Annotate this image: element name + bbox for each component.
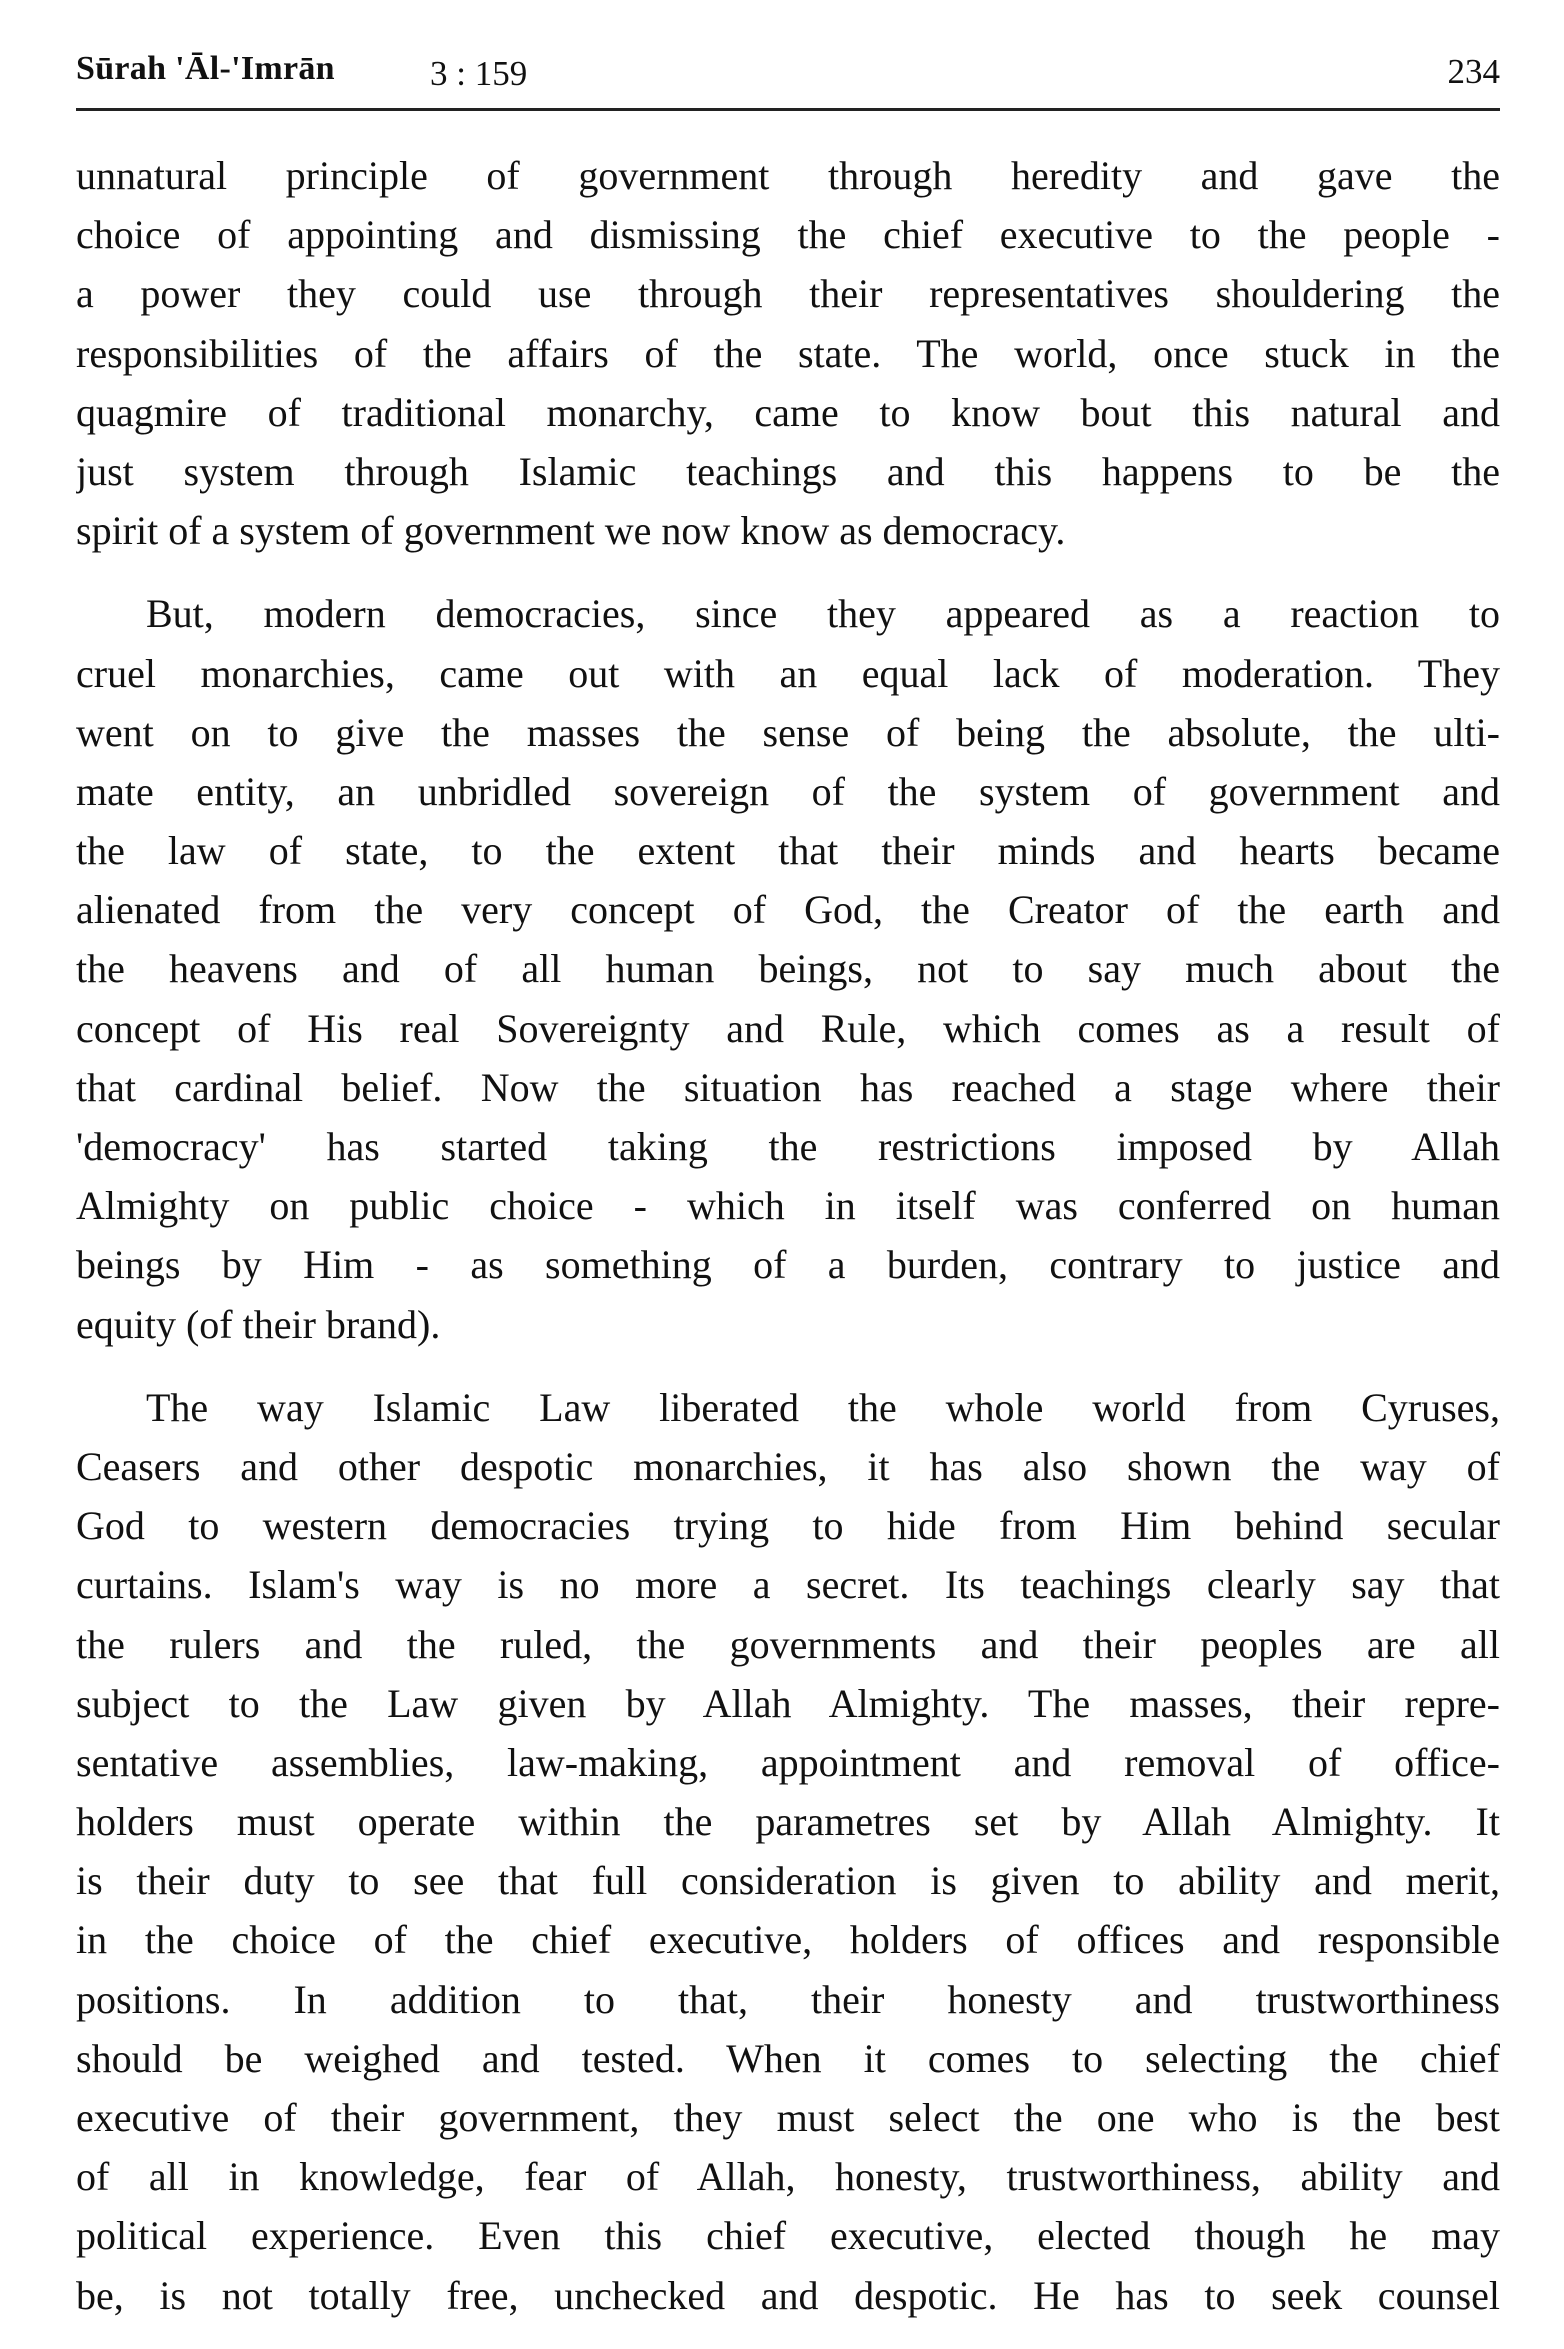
text-line: in the choice of the chief executive, holders of offices and responsible [76,1917,1500,1963]
text-line: curtains. Islam's way is no more a secret. Its teachings clearly say that [76,1562,1500,1608]
text-line: the law of state, to the extent that their minds and hearts became [76,828,1500,874]
text-line: responsibilities of the affairs of the state. The world, once stuck in the [76,330,1500,376]
text-line: Almighty on public choice - which in itself was conferred on human [76,1183,1500,1229]
text-line: positions. In addition to that, their honesty and trustworthiness [76,1976,1500,2022]
text-line: quagmire of traditional monarchy, came to know bout this natural and [76,389,1500,435]
text-line: God to western democracies trying to hide from Him behind secular [76,1503,1500,1549]
text-line: The way Islamic Law liberated the whole world from Cyruses, [146,1384,1500,1430]
text-line: went on to give the masses the sense of being the absolute, the ulti- [76,709,1500,755]
text-line: subject to the Law given by Allah Almighty. The masses, their repre- [76,1680,1500,1726]
text-line: concept of His real Sovereignty and Rule, which comes as a result of [76,1005,1500,1051]
header-rule [76,108,1500,111]
text-line: mate entity, an unbridled sovereign of the system of government and [76,768,1500,814]
text-line: of all in knowledge, fear of Allah, honesty, trustworthiness, ability and [76,2154,1500,2200]
text-line: political experience. Even this chief executive, elected though he may [76,2213,1500,2259]
text-line: 'democracy' has started taking the restrictions imposed by Allah [76,1124,1500,1169]
text-line: should be weighed and tested. When it comes to selecting the chief [76,2035,1500,2081]
text-line: executive of their government, they must select the one who is the best [76,2095,1500,2140]
text-line: unnatural principle of government through heredity and gave the [76,153,1500,198]
text-line: holders must operate within the parametres set by Allah Almighty. It [76,1799,1500,1845]
text-line: the rulers and the ruled, the governments and their peoples are all [76,1621,1500,1667]
page-number: 234 [1447,52,1500,91]
text-line: choice of appointing and dismissing the chief executive to the people - [76,212,1500,258]
running-head [76,44,1500,104]
text-line: spirit of a system of government we now know as democracy. [76,508,1066,554]
surah-title: Sūrah 'Āl-'Imrān [76,50,335,87]
paragraph [76,1378,1500,2325]
text-line: equity (of their brand). [76,1301,441,1347]
text-line: just system through Islamic teachings and this happens to be the [76,448,1500,494]
verse-reference: 3 : 159 [430,54,528,93]
text-line: sentative assemblies, law-making, appointment and removal of office- [76,1739,1500,1785]
body-text [76,146,1500,2349]
text-line: cruel monarchies, came out with an equal lack of moderation. They [76,650,1500,696]
text-line: that cardinal belief. Now the situation has reached a stage where their [76,1064,1500,1110]
text-line: alienated from the very concept of God, the Creator of the earth and [76,887,1500,933]
paragraph [76,146,1500,560]
text-line: a power they could use through their representatives shouldering the [76,271,1500,317]
paragraph [76,584,1500,1353]
text-line: is their duty to see that full consideration is given to ability and merit, [76,1858,1500,1904]
text-line: the heavens and of all human beings, not to say much about the [76,946,1500,992]
text-line: be, is not totally free, unchecked and despotic. He has to seek counsel [76,2272,1500,2318]
text-line: Ceasers and other despotic monarchies, it has also shown the way of [76,1443,1500,1489]
text-line: But, modern democracies, since they appeared as a reaction to [146,591,1500,637]
text-line: beings by Him - as something of a burden, contrary to justice and [76,1242,1500,1288]
